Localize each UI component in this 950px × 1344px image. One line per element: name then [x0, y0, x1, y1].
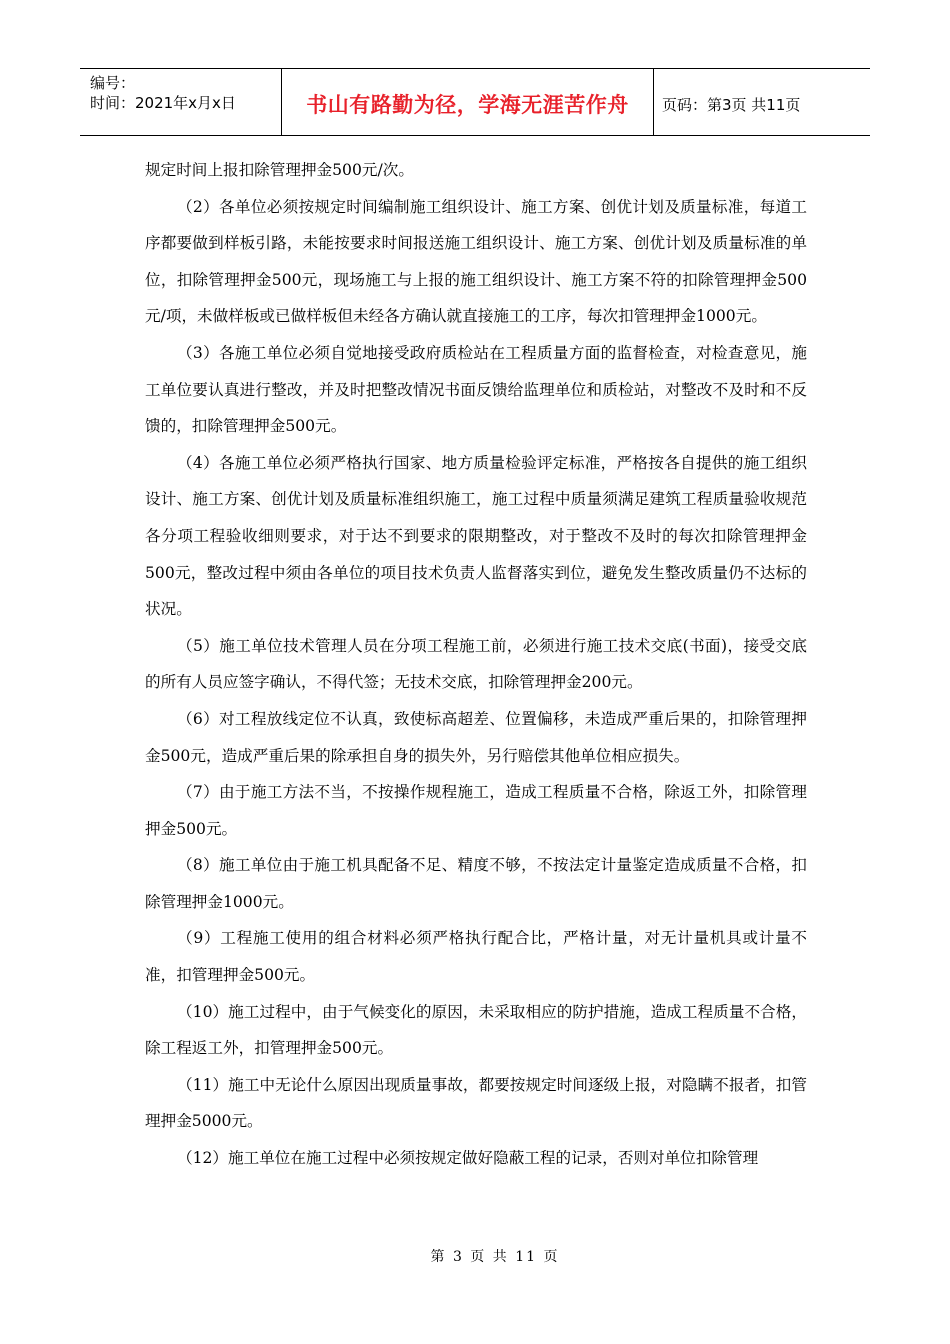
- document-body: [145, 152, 807, 1177]
- paragraph: （11）施工中无论什么原因出现质量事故，都要按规定时间逐级上报，对隐瞒不报者，扣管理押金5000元。: [145, 1075, 807, 1131]
- paragraph: （4）各施工单位必须严格执行国家、地方质量检验评定标准，严格按各自提供的施工组织设计、施工方案、创优计划及质量标准组织施工，施工过程中质量须满足建筑工程质量验收规范各分项工程验收细则要求，对于达不到要求的限期整改，对于整改不及时的每次扣除管理押金500元，整改过程中须由各单位的项目技术负责人监督落实到位，避免发生整改质量仍不达标的状况。: [145, 453, 807, 619]
- paragraph: （5）施工单位技术管理人员在分项工程施工前，必须进行施工技术交底(书面)，接受交底的所有人员应签字确认，不得代签；无技术交底，扣除管理押金200元。: [145, 636, 807, 692]
- paragraph: （7）由于施工方法不当，不按操作规程施工，造成工程质量不合格，除返工外，扣除管理押金500元。: [145, 783, 807, 838]
- paragraph: （6）对工程放线定位不认真，致使标高超差、位置偏移，未造成严重后果的，扣除管理押金500元，造成严重后果的除承担自身的损失外，另行赔偿其他单位相应损失。: [145, 709, 807, 765]
- header-meta: [80, 69, 282, 135]
- paragraph: （3）各施工单位必须自觉地接受政府质检站在工程质量方面的监督检查，对检查意见，施工单位要认真进行整改，并及时把整改情况书面反馈给监理单位和质检站，对整改不及时和不反馈的，扣除管理押金500元。: [145, 343, 807, 436]
- document-date: 时间：2021年x月x日: [90, 94, 236, 112]
- document-number-label: 编号：: [90, 74, 136, 92]
- paragraph: 规定时间上报扣除管理押金500元/次。: [145, 161, 414, 179]
- header-motto: 书山有路勤为径，学海无涯苦作舟: [282, 69, 654, 135]
- document-header: [80, 68, 870, 136]
- paragraph: （2）各单位必须按规定时间编制施工组织设计、施工方案、创优计划及质量标准，每道工序都要做到样板引路，未能按要求时间报送施工组织设计、施工方案、创优计划及质量标准的单位，扣除管理押金500元，现场施工与上报的施工组织设计、施工方案不符的扣除管理押金500元/项，未做样板或已做样板但未经各方确认就直接施工的工序，每次扣管理押金1000元。: [145, 197, 807, 326]
- header-page-info: 页码：第3页 共11页: [662, 95, 801, 114]
- paragraph: （9）工程施工使用的组合材料必须严格执行配合比，严格计量，对无计量机具或计量不准，扣管理押金500元。: [145, 929, 807, 985]
- paragraph: （8）施工单位由于施工机具配备不足、精度不够，不按法定计量鉴定造成质量不合格，扣除管理押金1000元。: [145, 856, 807, 911]
- page-footer: 第 3 页 共 11 页: [430, 1249, 560, 1265]
- paragraph: （10）施工过程中，由于气候变化的原因，未采取相应的防护措施，造成工程质量不合格，除工程返工外，扣管理押金500元。: [145, 1002, 807, 1058]
- paragraph: （12）施工单位在施工过程中必须按规定做好隐蔽工程的记录，否则对单位扣除管理: [177, 1149, 759, 1168]
